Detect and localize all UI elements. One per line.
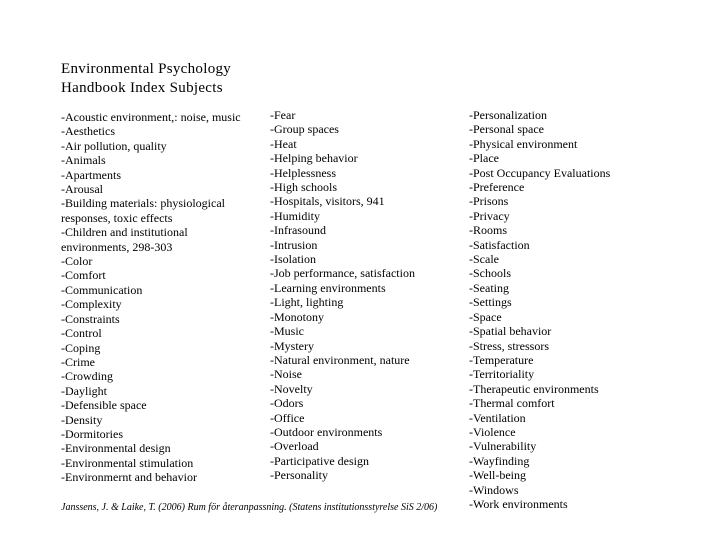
index-entry: -Settings [469,295,512,310]
index-entry: -Territoriality [469,367,535,382]
index-entry: -Spatial behavior [469,324,552,339]
index-entry: -Group spaces [270,122,339,137]
index-entry: -Temperature [469,352,534,367]
index-entry: -Odors [270,396,304,411]
index-column-1 [61,110,256,485]
index-entry: -Vulnerability [469,439,537,454]
index-entry: -Novelty [270,381,313,396]
index-entry: -Monotony [270,309,324,324]
index-entry: -Ventilation [469,410,526,425]
index-entry: -Dormitories [61,426,123,441]
index-entry: -Control [61,326,102,341]
index-entry: -Animals [61,153,106,168]
index-entry: -Isolation [270,252,316,267]
index-entry: -Windows [469,482,519,497]
index-entry: -Crowding [61,369,113,384]
index-entry: -Air pollution, quality [61,138,167,153]
index-entry: -Infrasound [270,223,326,238]
index-entry: -Violence [469,424,516,439]
index-entry: -Hospitals, visitors, 941 [270,194,385,209]
index-entry: -Complexity [61,297,122,312]
index-entry: -Mystery [270,338,314,353]
index-entry: -Acoustic environment,: noise, music [61,110,241,124]
index-entry: -Color [61,254,93,269]
index-entry: -Music [270,324,304,339]
index-entry: -Humidity [270,208,320,223]
index-entry: -Participative design [270,453,369,468]
index-entry: -Apartments [61,167,121,182]
index-entry: -Preference [469,180,525,195]
index-entry: -Personalization [469,108,547,122]
index-entry: -Personality [270,468,328,483]
page-title [61,60,231,98]
index-entry: -Office [270,410,305,425]
index-entry: -Density [61,412,103,427]
index-entry: -Satisfaction [469,237,530,252]
index-entry: -Work environments [469,496,568,511]
index-entry: -Well-being [469,468,527,483]
index-column-2 [270,108,415,483]
index-entry: -Schools [469,266,511,281]
index-column-3 [469,108,610,511]
index-entry: -Learning environments [270,280,386,295]
index-entry: -Privacy [469,208,510,223]
index-entry: -Outdoor environments [270,424,383,439]
index-entry: -Building materials: physiological responses, toxic effects [61,196,225,225]
index-entry: -Communication [61,282,143,297]
index-entry: -High schools [270,180,337,195]
index-entry: -Physical environment [469,136,578,151]
index-entry: -Helping behavior [270,151,358,166]
index-entry: -Environmental stimulation [61,455,194,470]
index-entry: -Intrusion [270,237,318,252]
index-entry: -Light, lighting [270,295,344,310]
title-line-2: Handbook Index Subjects [61,80,223,96]
index-entry: -Aesthetics [61,124,115,139]
index-entry: -Seating [469,280,509,295]
index-entry: -Coping [61,340,101,355]
index-entry: -Overload [270,439,319,454]
index-entry: -Personal space [469,122,544,137]
index-entry: -Arousal [61,182,103,197]
index-entry: -Fear [270,108,296,122]
index-entry: -Job performance, satisfaction [270,266,415,281]
index-entry: -Rooms [469,223,508,238]
index-entry: -Defensible space [61,398,147,413]
index-entry: -Heat [270,136,297,151]
index-entry: -Stress, stressors [469,338,549,353]
index-entry: -Thermal comfort [469,396,555,411]
index-entry: -Scale [469,252,499,267]
index-entry: -Constraints [61,311,120,326]
title-line-1: Environmental Psychology [61,61,232,77]
index-entry: -Daylight [61,383,107,398]
index-entry: -Prisons [469,194,509,209]
index-entry: -Helplessness [270,165,336,180]
index-entry: -Place [469,151,499,166]
index-entry: -Space [469,309,502,324]
index-entry: -Therapeutic environments [469,381,599,396]
index-entry: -Noise [270,367,302,382]
index-entry: -Environmental design [61,441,171,456]
reference-citation: Janssens, J. & Laike, T. (2006) Rum för återanpassning. (Statens institutionsstyrelse SiS 2/06) [61,502,438,513]
index-entry: -Environmernt and behavior [61,470,197,485]
index-entry: -Wayfinding [469,453,530,468]
index-entry: -Natural environment, nature [270,352,410,367]
index-entry: -Crime [61,354,95,369]
index-entry: -Comfort [61,268,106,283]
index-entry: -Children and institutional environments, 298-303 [61,225,188,254]
index-entry: -Post Occupancy Evaluations [469,165,611,180]
